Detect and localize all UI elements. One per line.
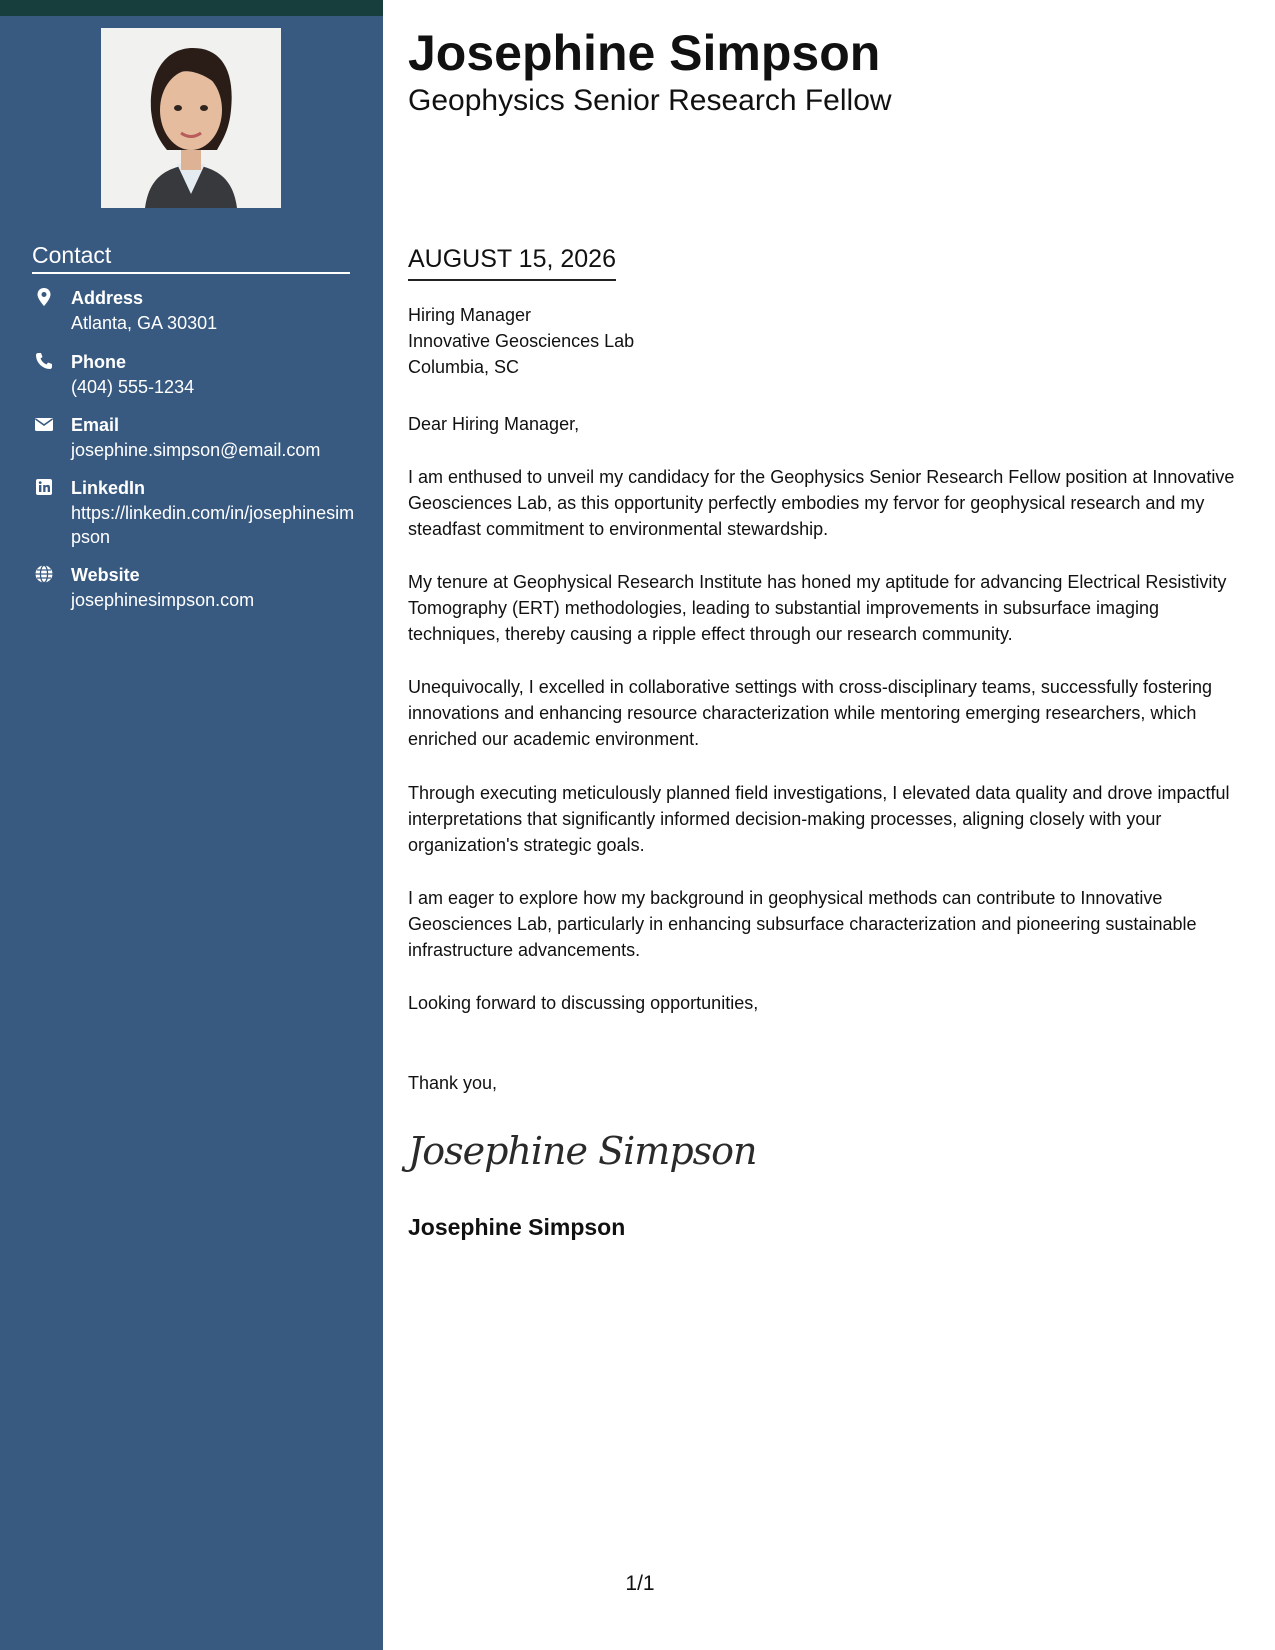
applicant-name: Josephine Simpson bbox=[408, 25, 881, 81]
sign-off: Thank you, bbox=[408, 1073, 498, 1093]
contact-heading: Contact bbox=[32, 240, 350, 274]
sidebar-top-bar bbox=[0, 0, 383, 16]
avatar-image bbox=[101, 28, 281, 208]
phone-value[interactable]: (404) 555-1234 bbox=[71, 377, 195, 397]
address-label: Address bbox=[71, 288, 144, 308]
salutation: Dear Hiring Manager, bbox=[408, 414, 580, 434]
linkedin-value[interactable]: https://linkedin.com/in/josephinesimpson bbox=[71, 503, 355, 547]
letter-date: AUGUST 15, 2026 bbox=[408, 243, 616, 281]
recipient-line: Columbia, SC bbox=[408, 357, 520, 377]
body-paragraph: Through executing meticulously planned field investigations, I elevated data quality and drove impactful interpretations that significantly informed decision-making processes, aligning closely with your organization's strategic goals. bbox=[408, 783, 1230, 855]
map-pin-icon bbox=[34, 287, 54, 307]
page-number: 1/1 bbox=[625, 1572, 655, 1595]
closing-line: Looking forward to discussing opportunities, bbox=[408, 993, 759, 1013]
email-label: Email bbox=[71, 415, 120, 435]
globe-icon bbox=[34, 564, 54, 584]
website-label: Website bbox=[71, 565, 140, 585]
body-paragraph: My tenure at Geophysical Research Institute has honed my aptitude for advancing Electrical Resistivity Tomography (ERT) methodologies, leading to substantial improvements in subsurface imaging techniques, thereby causing a ripple effect through our research community. bbox=[408, 572, 1227, 644]
email-value[interactable]: josephine.simpson@email.com bbox=[71, 440, 321, 460]
recipient-block bbox=[408, 302, 634, 380]
avatar bbox=[101, 28, 281, 208]
website-value[interactable]: josephinesimpson.com bbox=[71, 590, 255, 610]
body-paragraph: Unequivocally, I excelled in collaborative settings with cross-disciplinary teams, successfully fostering innovations and enhancing resource characterization while mentoring emerging researchers, which enriched our academic environment. bbox=[408, 677, 1213, 749]
applicant-title: Geophysics Senior Research Fellow bbox=[408, 84, 892, 117]
recipient-line: Innovative Geosciences Lab bbox=[408, 331, 635, 351]
sidebar bbox=[0, 0, 383, 1650]
recipient-line: Hiring Manager bbox=[408, 305, 532, 325]
handwritten-signature: Josephine Simpson bbox=[408, 1129, 757, 1173]
address-value: Atlanta, GA 30301 bbox=[71, 313, 218, 333]
envelope-icon bbox=[34, 414, 54, 434]
linkedin-icon bbox=[34, 477, 54, 497]
body-paragraph: I am enthused to unveil my candidacy for the Geophysics Senior Research Fellow position at Innovative Geosciences Lab, as this opportunity perfectly embodies my fervor for geophysical research and my steadfast commitment to environmental stewardship. bbox=[408, 467, 1235, 539]
signer-name: Josephine Simpson bbox=[408, 1214, 626, 1240]
phone-icon bbox=[34, 351, 54, 371]
phone-label: Phone bbox=[71, 352, 127, 372]
linkedin-label: LinkedIn bbox=[71, 478, 146, 498]
body-paragraph: I am eager to explore how my background in geophysical methods can contribute to Innovative Geosciences Lab, particularly in enhancing subsurface characterization and pioneering sustainable infrastructure advancements. bbox=[408, 888, 1197, 960]
